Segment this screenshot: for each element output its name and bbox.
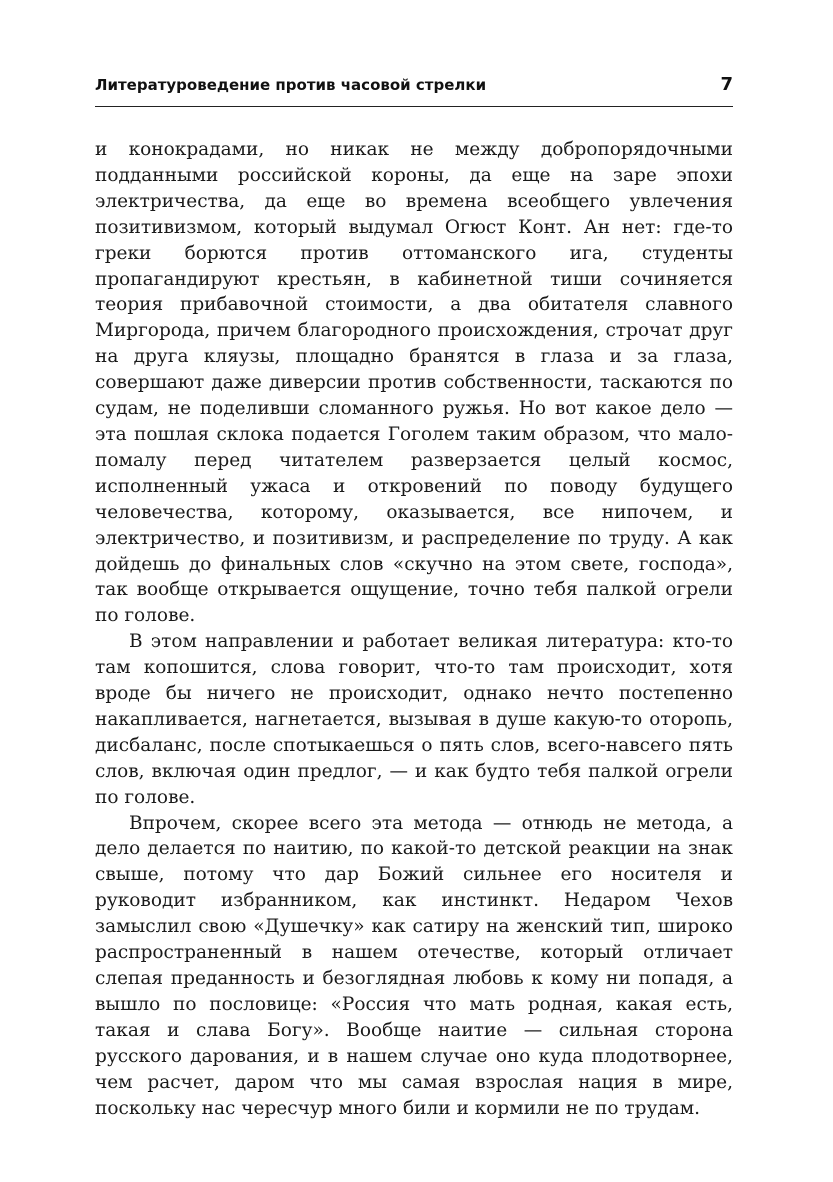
paragraph-2: В этом направлении и работает великая литература: кто-то там копошится, слова говорит, что-то там происходит, хотя вроде бы ничего не происходит, однако нечто постепенно накапливается, нагнетается, вызывая в душе какую-то оторопь, дисбаланс, после спотыкаешься о пять слов, всего-навсего пять слов, включая один предлог, — и как будто тебя палкой огрели по голове. <box>95 631 733 808</box>
book-page <box>95 0 733 1182</box>
body-text <box>95 137 733 1121</box>
page-number: 7 <box>720 74 733 95</box>
running-header <box>95 74 733 98</box>
paragraph-3: Впрочем, скорее всего эта метода — отнюдь не метода, а дело делается по наитию, по какой-то детской реакции на знак свыше, потому что дар Божий сильнее его носителя и руководит избранником, как инстинкт. Недаром Чехов замыслил свою «Душечку» как сатиру на женский тип, широко распространенный в нашем отечестве, который отличает слепая преданность и безоглядная любовь к кому ни попадя, а вышло по пословице: «Россия что мать родная, какая есть, такая и слава Богу». Вообще наитие — сильная сторона русского дарования, и в нашем случае оно куда плодотворнее, чем расчет, даром что мы самая взрослая нация в мире, поскольку нас чересчур много били и кормили не по трудам. <box>95 812 733 1119</box>
running-title: Литературоведение против часовой стрелки <box>95 76 487 94</box>
header-rule <box>95 106 733 107</box>
paragraph-1: и конокрадами, но никак не между добропорядочными подданными российской короны, да еще на заре эпохи электричества, да еще во времена всеобщего увлечения позитивизмом, который выдумал Огюст Конт. Ан нет: где-то греки борются против оттоманского ига, студенты пропагандируют крестьян, в кабинетной тиши сочиняется теория прибавочной стоимости, а два обитателя славного Миргорода, причем благородного происхождения, строчат друг на друга кляузы, площадно бранятся в глаза и за глаза, совершают даже диверсии против собственности, таскаются по судам, не поделивши сломанного ружья. Но вот какое дело — эта пошлая склока подается Гоголем таким образом, что мало-помалу перед читателем разверзается целый космос, исполненный ужаса и откровений по поводу будущего человечества, которому, оказывается, все нипочем, и электричество, и позитивизм, и распределение по труду. А как дойдешь до финальных слов «скучно на этом свете, господа», так вообще открывается ощущение, точно тебя палкой огрели по голове. <box>95 139 733 627</box>
